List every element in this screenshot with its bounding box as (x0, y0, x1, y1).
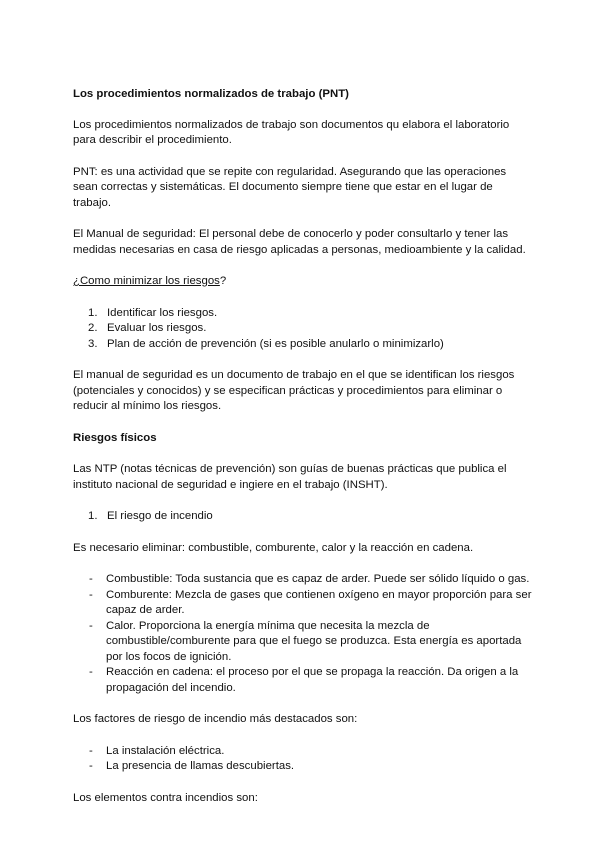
paragraph-pnt-definition: Los procedimientos normalizados de trabajo son documentos qu elabora el laboratorio para describir el procedimiento. (73, 118, 510, 146)
list-item (73, 665, 533, 696)
list-number: 1. (88, 510, 98, 522)
question-minimize-risks (73, 274, 533, 290)
dash-bullet: - (89, 760, 93, 772)
paragraph-fire-elements: Los elementos contra incendios son: (73, 791, 258, 804)
list-item-text: Evaluar los riesgos. (107, 322, 207, 334)
dash-bullet: - (89, 588, 93, 601)
document-title: Los procedimientos normalizados de trabajo (PNT) (73, 88, 349, 100)
list-item (73, 744, 533, 760)
list-item-text: La presencia de llamas descubiertas. (106, 760, 295, 772)
list-item-text: Calor. Proporciona la energía mínima que necesita la mezcla de combustible/comburente para que el fuego se produzca. Esta energía es aportada por los focos de ignición. (106, 619, 522, 663)
fire-risk-list (73, 509, 533, 525)
list-item (73, 337, 533, 353)
list-number: 2. (88, 322, 98, 334)
paragraph-pnt-activity: PNT: es una actividad que se repite con regularidad. Asegurando que las operaciones sean correctas y sistemáticas. El documento siempre tiene que estar en el lugar de trabajo. (73, 165, 507, 209)
section-heading-physical-risks: Riesgos físicos (73, 431, 157, 444)
list-item (73, 509, 533, 525)
list-item (73, 759, 533, 775)
dash-bullet: - (89, 573, 93, 585)
list-item (73, 572, 533, 588)
list-item (73, 306, 533, 322)
list-item-text: La instalación eléctrica. (106, 744, 225, 757)
fire-elements-list (73, 572, 533, 696)
document-body (73, 87, 533, 806)
dash-bullet: - (89, 744, 93, 757)
list-item-text: Reacción en cadena: el proceso por el que se propaga la reacción. Da origen a la propagación del incendio. (106, 666, 519, 694)
list-item (73, 321, 533, 337)
list-item (73, 619, 533, 666)
list-item-text: Combustible: Toda sustancia que es capaz de arder. Puede ser sólido líquido o gas. (106, 573, 530, 585)
list-item (73, 588, 533, 619)
paragraph-eliminate: Es necesario eliminar: combustible, comburente, calor y la reacción en cadena. (73, 541, 474, 554)
list-item-text: Identificar los riesgos. (107, 306, 218, 319)
paragraph-ntp: Las NTP (notas técnicas de prevención) son guías de buenas prácticas que publica el instituto nacional de seguridad e ingiere en el trabajo (INSHT). (73, 463, 507, 491)
list-number: 3. (88, 337, 98, 350)
paragraph-safety-manual: El Manual de seguridad: El personal debe de conocerlo y poder consultarlo y tener las medidas necesarias en casa de riesgo aplicadas a personas, medioambiente y la calidad. (73, 228, 526, 256)
list-item-text: Plan de acción de prevención (si es posible anularlo o minimizarlo) (107, 337, 444, 350)
paragraph-manual-description: El manual de seguridad es un documento de trabajo en el que se identifican los riesgos (potenciales y conocidos) y se especifican prácticas y procedimientos para eliminar o reducir al mínimo los riesgos. (73, 369, 515, 412)
risk-steps-list (73, 306, 533, 353)
dash-bullet: - (89, 666, 93, 678)
list-item-text: Comburente: Mezcla de gases que contienen oxígeno en mayor proporción para ser capaz de arder. (106, 588, 532, 616)
question-link-text[interactable]: ¿Como minimizar los riesgos (73, 275, 220, 287)
risk-factors-list (73, 744, 533, 775)
paragraph-risk-factors: Los factores de riesgo de incendio más destacados son: (73, 713, 358, 725)
dash-bullet: - (89, 619, 93, 632)
question-mark: ? (219, 275, 227, 287)
list-number: 1. (88, 306, 98, 319)
list-item-text: El riesgo de incendio (107, 510, 213, 522)
